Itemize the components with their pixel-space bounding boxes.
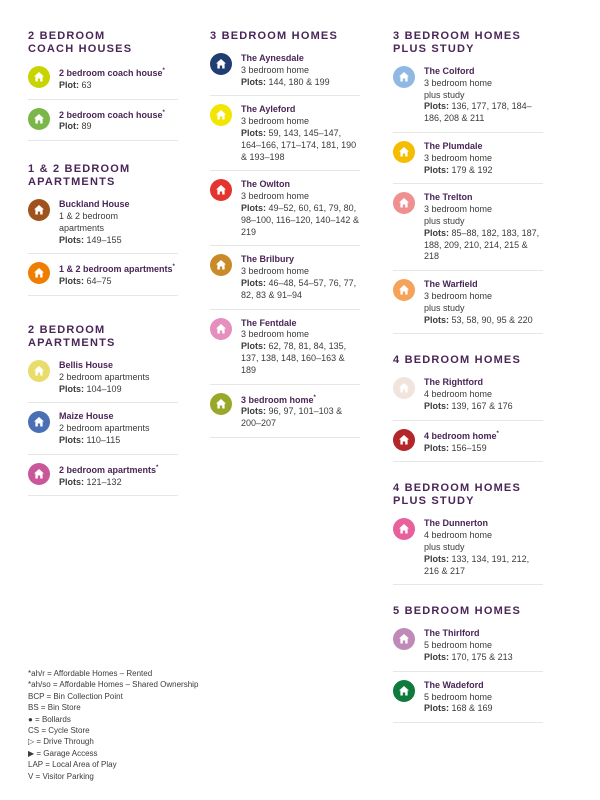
section-title-line: 5 BEDROOM HOMES — [393, 605, 522, 618]
home-name-text: Buckland House — [59, 199, 130, 210]
legend-item: BS = Bin Store — [28, 703, 81, 713]
plots-label: Plots: — [424, 400, 450, 411]
home-entry — [393, 518, 543, 585]
home-name-text: The Aynesdale — [241, 53, 304, 63]
home-name — [241, 318, 360, 330]
house-icon — [393, 680, 415, 702]
home-name-text: 1 & 2 bedroom apartments — [59, 264, 173, 275]
home-info — [59, 463, 158, 489]
legend-item: *ah/r = Affordable Homes – Rented — [28, 669, 153, 678]
home-entry — [28, 108, 178, 142]
home-info — [59, 411, 150, 446]
home-name-text: The Wadeford — [424, 679, 484, 690]
home-info — [424, 429, 499, 455]
home-description: plus study — [424, 215, 465, 226]
asterisk-marker: * — [172, 264, 175, 271]
plots-label: Plots: — [424, 314, 450, 325]
home-plots — [59, 235, 130, 247]
section-title — [393, 482, 543, 508]
home-name — [424, 680, 493, 692]
house-icon — [28, 360, 50, 382]
home-name — [241, 104, 360, 116]
plots-value: 59, 143, 145–147, 164–166, 171–174, 181, 190 & 193–198 — [241, 127, 357, 162]
home-plots — [241, 77, 330, 89]
section-title-line: 2 BEDROOM — [28, 30, 106, 42]
home-entry — [28, 360, 178, 403]
home-info — [59, 66, 165, 92]
home-info — [424, 66, 543, 125]
home-name — [424, 141, 493, 153]
home-description: 1 & 2 bedroom — [59, 210, 119, 221]
plots-label: Plots: — [241, 341, 267, 352]
home-info — [59, 108, 165, 134]
home-entry — [210, 393, 360, 438]
plots-label: Plots: — [424, 651, 450, 662]
house-icon — [393, 429, 415, 451]
home-entry — [28, 66, 178, 100]
plots-label: Plots: — [241, 202, 267, 213]
home-info — [241, 179, 360, 238]
plots-value: 110–115 — [86, 434, 121, 445]
home-description: 2 bedroom apartments — [59, 371, 150, 382]
house-icon — [393, 141, 415, 163]
section-title-line: APARTMENTS — [28, 336, 116, 349]
home-name-text: The Ayleford — [241, 104, 296, 115]
home-name-text: 2 bedroom coach house — [59, 109, 163, 120]
section — [393, 482, 543, 585]
home-info — [424, 141, 493, 176]
house-icon — [393, 279, 415, 301]
home-name-text: The Dunnerton — [424, 518, 488, 529]
house-icon — [28, 411, 50, 433]
home-name-text: The Fentdale — [241, 317, 297, 328]
section-title-line: PLUS STUDY — [393, 43, 475, 55]
home-plots — [424, 554, 543, 578]
home-description: 3 bedroom home — [424, 204, 493, 215]
home-name — [59, 463, 158, 477]
plots-label: Plots: — [59, 234, 85, 245]
home-info — [241, 318, 360, 377]
plots-label: Plots: — [241, 76, 267, 87]
home-name-text: Maize House — [59, 411, 114, 422]
home-info — [424, 192, 543, 263]
plots-value: 168 & 169 — [451, 703, 493, 714]
home-name — [59, 411, 150, 423]
section — [393, 605, 543, 723]
section-title — [28, 163, 178, 189]
house-icon — [28, 108, 50, 130]
home-info — [59, 360, 150, 395]
home-description: 3 bedroom home — [241, 266, 310, 277]
house-icon — [28, 199, 50, 221]
asterisk-marker: * — [156, 464, 159, 471]
plots-value: 63 — [81, 79, 92, 90]
home-plots — [424, 165, 493, 177]
section-title — [393, 605, 543, 618]
column-middle — [210, 30, 360, 460]
section — [210, 30, 360, 438]
plots-label: Plot: — [59, 121, 79, 132]
home-description: 3 bedroom home — [241, 116, 310, 127]
home-description: 3 bedroom home — [241, 64, 310, 75]
section-title-line: 4 BEDROOM HOMES — [393, 482, 522, 495]
section — [28, 324, 178, 496]
home-name — [241, 393, 360, 407]
section-title-line: 3 BEDROOM HOMES — [393, 30, 522, 42]
section — [28, 163, 178, 296]
home-name — [241, 254, 360, 266]
home-name-text: Bellis House — [59, 359, 114, 370]
section — [393, 30, 543, 334]
legend-item: CS = Cycle Store — [28, 726, 90, 736]
home-info — [241, 53, 330, 88]
home-entry — [393, 377, 543, 420]
home-plots — [241, 128, 360, 163]
home-plots — [241, 203, 360, 238]
plots-value: 144, 180 & 199 — [268, 76, 330, 87]
plots-label: Plots: — [424, 703, 450, 714]
home-entry — [393, 279, 543, 334]
home-entry — [210, 104, 360, 171]
home-info — [424, 377, 513, 412]
section-title — [28, 324, 178, 350]
house-icon — [210, 318, 232, 340]
plots-value: 64–75 — [86, 276, 112, 287]
home-description: 4 bedroom home — [424, 389, 493, 400]
plots-value: 53, 58, 90, 95 & 220 — [451, 314, 533, 325]
home-entry — [210, 53, 360, 96]
home-name-text: 3 bedroom home — [241, 394, 314, 405]
plots-value: 104–109 — [86, 383, 122, 394]
home-plots — [59, 80, 165, 92]
house-icon — [210, 393, 232, 415]
home-entry — [28, 262, 178, 296]
legend-item: ▶ = Garage Access — [28, 748, 98, 758]
home-name-text: The Colford — [424, 66, 475, 76]
home-info — [59, 262, 175, 288]
asterisk-marker: * — [313, 394, 316, 401]
section-title-line: 3 BEDROOM HOMES — [210, 30, 339, 42]
home-plots — [424, 652, 513, 664]
plots-value: 96, 97, 101–103 & 200–207 — [241, 406, 343, 429]
plots-label: Plots: — [59, 276, 85, 287]
section — [28, 30, 178, 141]
legend-item: V = Visitor Parking — [28, 771, 94, 781]
plots-value: 170, 175 & 213 — [451, 651, 513, 662]
home-name-text: 2 bedroom apartments — [59, 464, 157, 475]
plots-value: 62, 78, 81, 84, 135, 137, 138, 148, 160–163 & 189 — [241, 341, 347, 375]
home-info — [241, 254, 360, 301]
home-description: plus study — [424, 541, 465, 552]
home-name — [424, 279, 533, 291]
plots-label: Plots: — [424, 553, 450, 564]
home-entry — [393, 192, 543, 271]
home-info — [424, 518, 543, 577]
home-description: 5 bedroom home — [424, 691, 493, 702]
plots-label: Plots: — [59, 383, 85, 394]
house-icon — [210, 104, 232, 126]
plots-value: 46–48, 54–57, 76, 77, 82, 83 & 91–94 — [241, 277, 357, 300]
plots-label: Plots: — [424, 442, 450, 453]
plots-value: 139, 167 & 176 — [451, 400, 513, 411]
home-entry — [393, 628, 543, 671]
legend-item: ● = Bollards — [28, 714, 71, 724]
home-name — [424, 192, 543, 204]
house-icon — [210, 179, 232, 201]
plots-value: 121–132 — [86, 476, 122, 487]
legend-item: BCP = Bin Collection Point — [28, 691, 123, 701]
home-plots — [241, 406, 360, 430]
home-description: apartments — [59, 222, 105, 233]
section-title-line: 1 & 2 BEDROOM — [28, 163, 131, 176]
home-plots — [59, 384, 150, 396]
plots-label: Plots: — [241, 406, 267, 417]
home-name — [424, 628, 513, 640]
home-plots — [424, 315, 533, 327]
plots-value: 85–88, 182, 183, 187, 188, 209, 210, 214, 215 & 218 — [424, 227, 540, 262]
house-icon — [393, 192, 415, 214]
home-name — [424, 66, 543, 78]
house-icon — [28, 262, 50, 284]
home-plots — [241, 341, 360, 376]
plots-label: Plots: — [59, 434, 85, 445]
section-title — [210, 30, 360, 43]
plots-label: Plots: — [241, 277, 267, 288]
home-plots — [424, 228, 543, 263]
home-plots — [59, 435, 150, 447]
home-plots — [241, 278, 360, 302]
home-name-text: 2 bedroom coach house — [59, 68, 163, 78]
plots-value: 156–159 — [451, 442, 487, 453]
home-name-text: The Trelton — [424, 192, 473, 203]
home-name — [59, 199, 130, 211]
key-legend — [28, 668, 198, 782]
home-name — [59, 66, 165, 80]
home-name — [424, 377, 513, 389]
plots-value: 49–52, 60, 61, 79, 80, 98–100, 116–120, 140–142 & 219 — [241, 202, 359, 237]
home-plots — [424, 401, 513, 413]
home-description: 3 bedroom home — [424, 290, 493, 301]
home-plots — [424, 703, 493, 715]
home-plots — [59, 121, 165, 133]
home-entry — [393, 680, 543, 723]
plots-value: 136, 177, 178, 184–186, 208 & 211 — [424, 101, 532, 124]
home-name-text: The Rightford — [424, 377, 483, 388]
house-icon — [393, 518, 415, 540]
home-name — [424, 429, 499, 443]
home-description: 2 bedroom apartments — [59, 423, 150, 434]
plots-value: 89 — [81, 121, 92, 132]
section-title — [393, 354, 543, 367]
plots-label: Plots: — [424, 227, 450, 238]
asterisk-marker: * — [162, 68, 165, 74]
column-right — [393, 30, 543, 743]
plots-label: Plots: — [424, 101, 450, 112]
house-icon — [210, 53, 232, 75]
column-left — [28, 30, 178, 518]
home-name-text: The Warfield — [424, 279, 478, 290]
home-description: 3 bedroom home — [424, 77, 493, 88]
house-icon — [393, 377, 415, 399]
section-title-line: 4 BEDROOM HOMES — [393, 354, 522, 367]
home-description: 4 bedroom home — [424, 530, 493, 541]
home-name — [59, 262, 175, 276]
home-plots — [59, 276, 175, 288]
home-name-text: The Owlton — [241, 179, 290, 190]
house-icon — [393, 628, 415, 650]
home-name-text: The Plumdale — [424, 140, 483, 151]
home-name — [424, 518, 543, 530]
house-icon — [28, 66, 50, 88]
home-plots — [59, 477, 158, 489]
section-title-line: COACH HOUSES — [28, 43, 133, 55]
section-title-line: APARTMENTS — [28, 176, 116, 189]
house-icon — [210, 254, 232, 276]
plots-label: Plots: — [59, 476, 85, 487]
plots-value: 179 & 192 — [451, 164, 493, 175]
home-name — [59, 360, 150, 372]
plots-label: Plot: — [59, 79, 79, 90]
home-entry — [28, 411, 178, 454]
plots-value: 133, 134, 191, 212, 216 & 217 — [424, 553, 530, 576]
section-title — [393, 30, 543, 56]
home-entry — [28, 463, 178, 497]
home-name-text: 4 bedroom home — [424, 430, 497, 441]
home-info — [424, 279, 533, 326]
home-info — [241, 104, 360, 163]
home-entry — [210, 318, 360, 385]
plots-label: Plots: — [241, 127, 267, 138]
legend-item: LAP = Local Area of Play — [28, 760, 117, 770]
home-entry — [210, 254, 360, 309]
house-icon — [28, 463, 50, 485]
home-description: 3 bedroom home — [241, 329, 310, 340]
section-title-line: PLUS STUDY — [393, 495, 475, 508]
home-info — [424, 680, 493, 715]
plots-label: Plots: — [424, 164, 450, 175]
asterisk-marker: * — [162, 109, 165, 116]
section — [393, 354, 543, 462]
section-title — [28, 30, 178, 56]
home-name — [241, 53, 330, 65]
section-title-line: 2 BEDROOM — [28, 323, 106, 336]
home-name-text: The Thirlford — [424, 628, 480, 639]
home-name-text: The Brilbury — [241, 254, 295, 265]
home-info — [424, 628, 513, 663]
legend-item: ▷ = Drive Through — [28, 737, 94, 747]
home-entry — [393, 429, 543, 463]
home-plots — [424, 101, 543, 125]
legend-item: *ah/so = Affordable Homes – Shared Ownership — [28, 680, 199, 690]
home-description: plus study — [424, 302, 465, 313]
home-entry — [210, 179, 360, 246]
home-description: 3 bedroom home — [241, 191, 310, 202]
home-entry — [393, 141, 543, 184]
home-name — [241, 179, 360, 191]
home-name — [59, 108, 165, 122]
home-description: 3 bedroom home — [424, 152, 493, 163]
home-info — [59, 199, 130, 246]
asterisk-marker: * — [496, 430, 499, 437]
home-description: plus study — [424, 89, 465, 100]
home-description: 5 bedroom home — [424, 640, 493, 651]
home-plots — [424, 443, 499, 455]
home-entry — [393, 66, 543, 133]
house-icon — [393, 66, 415, 88]
plots-value: 149–155 — [86, 234, 122, 245]
home-info — [241, 393, 360, 430]
home-entry — [28, 199, 178, 254]
